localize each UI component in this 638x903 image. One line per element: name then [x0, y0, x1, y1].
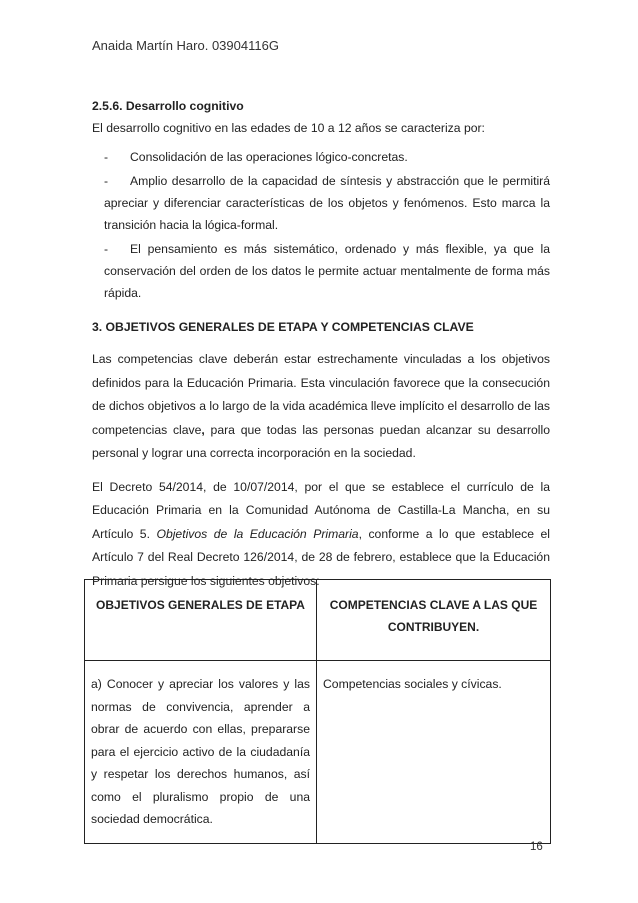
bold-comma: , [201, 422, 205, 437]
dash-marker: - [104, 174, 109, 188]
table-header-row [85, 580, 551, 661]
objective-cell: a) Conocer y apreciar los valores y las normas de convivencia, aprender a obrar de acuerdo con ellas, prepararse para el ejercicio activo de la ciudadanía y respetar los derechos humanos, así como el pluralismo propio de una sociedad democrática. [85, 661, 317, 844]
document-body [92, 97, 550, 603]
section-intro: El desarrollo cognitivo en las edades de 10 a 12 años se caracteriza por: [92, 121, 485, 135]
paragraph-text: Las competencias clave deberán estar estrechamente vinculadas a los objetivos definidos para la Educación Primaria. Esta vinculación favorece que la consecución de dichos objetivos a lo largo de la vida académica lleve implícito el desarrollo de las competencias clave [92, 352, 550, 437]
paragraph-competencias [92, 348, 550, 466]
table-row [85, 661, 551, 844]
section-title-objetivos: 3. OBJETIVOS GENERALES DE ETAPA Y COMPETENCIAS CLAVE [92, 320, 474, 334]
page-header-author: Anaida Martín Haro. 03904116G [92, 38, 279, 53]
list-item [104, 170, 550, 236]
page-number: 16 [530, 841, 543, 853]
column-header-competencias: COMPETENCIAS CLAVE A LAS QUE CONTRIBUYEN. [317, 580, 551, 661]
dash-marker: - [104, 150, 109, 164]
list-item-text: Consolidación de las operaciones lógico-concretas. [130, 150, 408, 164]
list-item [104, 238, 550, 304]
competence-cell: Competencias sociales y cívicas. [317, 661, 551, 844]
section-title-desarrollo-cognitivo: 2.5.6. Desarrollo cognitivo [92, 99, 244, 113]
paragraph-text: para que todas las personas puedan alcanzar su desarrollo personal y lograr una correcta incorporación en la sociedad. [92, 422, 550, 460]
paragraph-decreto [92, 476, 550, 594]
paragraph-text: , conforme a lo que establece el Artículo 7 del Real Decreto 126/2014, de 28 de febrero, establece que la Educación Primaria persigue los siguientes objetivos: [92, 526, 550, 588]
paragraph-text: El Decreto 54/2014, de 10/07/2014, por el que se establece el currículo de la Educación Primaria en la Comunidad Autónoma de Castilla-La Mancha, en su Artículo 5. [92, 479, 550, 541]
list-item-text: El pensamiento es más sistemático, ordenado y más flexible, ya que la conservación del orden de los datos le permite actuar mentalmente de forma más rápida. [104, 242, 550, 300]
column-header-objetivos: OBJETIVOS GENERALES DE ETAPA [85, 580, 317, 661]
characteristics-list [92, 146, 550, 304]
objectives-table [84, 579, 551, 844]
italic-article-title: Objetivos de la Educación Primaria [156, 526, 359, 541]
list-item [104, 146, 550, 168]
list-item-text: Amplio desarrollo de la capacidad de síntesis y abstracción que le permitirá apreciar y diferenciar características de los objetos y fenómenos. Esto marca la transición hacia la lógica-formal. [104, 174, 550, 232]
dash-marker: - [104, 242, 109, 256]
